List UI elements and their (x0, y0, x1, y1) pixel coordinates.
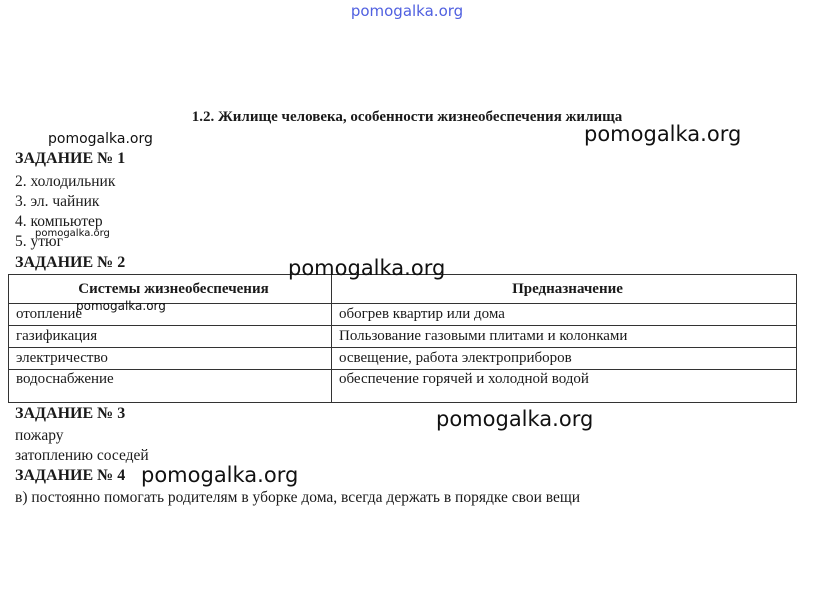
table-row (9, 326, 797, 348)
table-cell: газификация (9, 326, 332, 348)
table-cell: обеспечение горячей и холодной водой (332, 370, 797, 403)
task1-heading: ЗАДАНИЕ № 1 (15, 150, 126, 167)
table-row (9, 370, 797, 403)
table-cell: Пользование газовыми плитами и колонками (332, 326, 797, 348)
task3-heading: ЗАДАНИЕ № 3 (15, 405, 126, 422)
document-title: 1.2. Жилище человека, особенности жизнеобеспечения жилища (191, 109, 623, 125)
task1-item: 2. холодильник (15, 173, 116, 190)
table-cell: освещение, работа электроприборов (332, 348, 797, 370)
table-cell: обогрев квартир или дома (332, 304, 797, 326)
watermark: pomogalka.org (35, 228, 110, 239)
table-header-cell: Предназначение (332, 275, 797, 304)
table-row (9, 348, 797, 370)
watermark: pomogalka.org (288, 256, 446, 280)
table-cell: водоснабжение (9, 370, 332, 403)
task4-heading: ЗАДАНИЕ № 4 (15, 467, 126, 484)
task1-item: 3. эл. чайник (15, 193, 100, 210)
watermark: pomogalka.org (584, 122, 742, 146)
site-header-link[interactable]: pomogalka.org (350, 2, 464, 20)
task3-item: пожару (15, 427, 64, 444)
task1-item: 4. компьютер (15, 213, 103, 230)
watermark: pomogalka.org (48, 131, 153, 147)
task3-item: затоплению соседей (15, 447, 149, 464)
watermark: pomogalka.org (141, 463, 299, 487)
life-support-table (8, 274, 797, 403)
table-cell: отопление (9, 304, 332, 326)
task4-answer: в) постоянно помогать родителям в уборке дома, всегда держать в порядке свои вещи (15, 489, 581, 506)
task2-heading: ЗАДАНИЕ № 2 (15, 254, 126, 271)
table-cell: электричество (9, 348, 332, 370)
watermark: pomogalka.org (436, 407, 594, 431)
watermark: pomogalka.org (76, 299, 166, 313)
table-header-cell: Системы жизнеобеспечения (9, 275, 332, 304)
task1-item: 5. утюг (15, 233, 63, 250)
